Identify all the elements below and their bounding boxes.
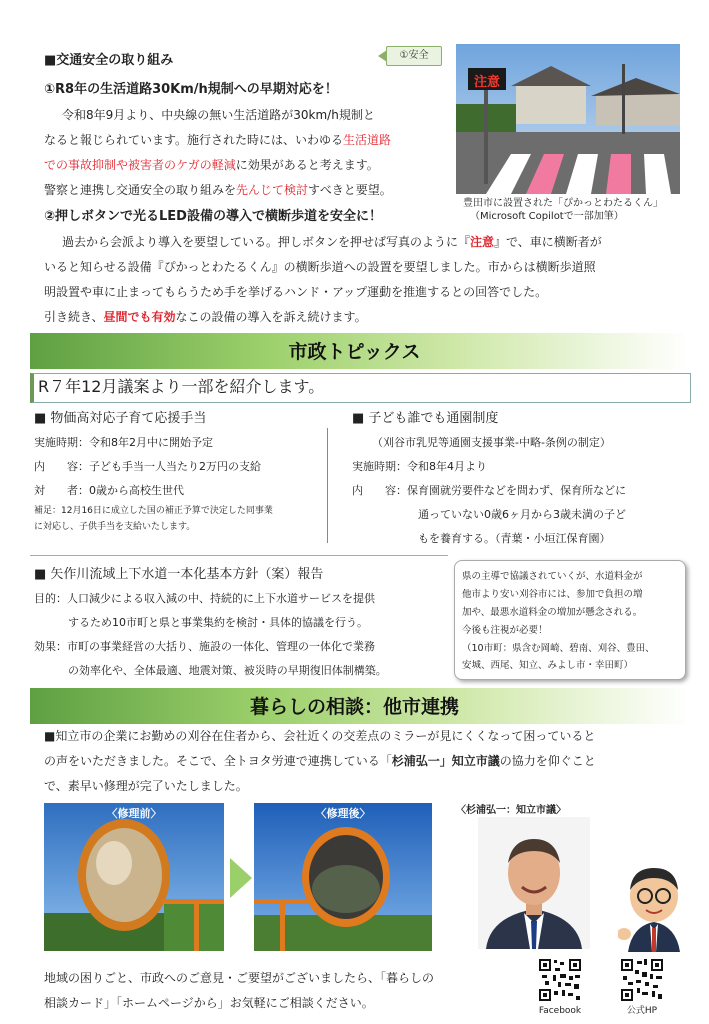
footer-l1: 地域の困りごと、市政へのご意見・ご要望がございましたら、「暮らしの	[44, 971, 435, 985]
daycare-l1: 実施時期：令和8年4月より	[352, 460, 487, 473]
facebook-qr-code[interactable]	[538, 958, 582, 1002]
homepage-label: 公式HP	[626, 1006, 658, 1016]
daycare-title: ■ 子ども誰でも通園制度	[352, 411, 499, 426]
childcare-l1: 実施時期：令和8年2月中に開始予定	[34, 436, 213, 449]
childcare-title: ■ 物価高対応子育て応援手当	[34, 411, 207, 426]
photo-sign-text: 注意	[473, 75, 500, 90]
safety-tag: ①安全	[386, 46, 442, 66]
traffic-sub2: ②押しボタンで光るLED設備の導入で横断歩道を安全に！	[44, 209, 382, 224]
mascot-illustration	[618, 860, 690, 952]
traffic-p2-l1: 過去から会派より導入を要望している。押しボタンを押せば写真のように『注意』で、車に横断者が	[62, 235, 602, 249]
callout-l2: 他市より安い刈谷市には、参加で負担の増	[462, 589, 643, 600]
topics-title: 市政トピックス	[288, 341, 421, 363]
traffic-p1-l1: 令和8年9月より、中央線の無い生活道路が30km/h規制と	[62, 108, 375, 122]
consult-p-l2: の声をいただきました。そこで、全トヨタ労連で連携している「杉浦弘一」知立市議の協力を仰ぐこと	[44, 754, 596, 768]
water-title: ■ 矢作川流域上下水道一本化基本方針（案）報告	[34, 567, 324, 582]
childcare-l2: 内 容：子ども手当一人当たり2万円の支給	[34, 460, 261, 473]
traffic-p2-l2: いると知らせる設備『ぴかっとわたるくん』の横断歩道への設置を要望しました。市からは横断歩道照	[44, 260, 596, 274]
consult-title: 暮らしの相談：他市連携	[249, 696, 459, 718]
daycare-l0: （刈谷市乳児等通園支援事業-中略-条例の制定）	[372, 436, 611, 449]
callout-l1: 県の主導で協議されていくが、水道料金が	[462, 571, 643, 582]
water-l1: 目的：人口減少による収入減の中、持続的に上下水道サービスを提供	[34, 592, 375, 605]
councilor-photo	[478, 817, 590, 949]
mirror-after-photo	[254, 803, 432, 951]
before-label: 〈修理前〉	[106, 807, 162, 820]
water-divider	[30, 555, 448, 556]
water-l4: の効率化や、全体最適、地震対策、被災時の早期復旧体制構築。	[68, 664, 387, 677]
callout-l4: 今後も注視が必要！	[462, 625, 548, 636]
daycare-l3: 通っていない0歳6ヶ月から3歳未満の子ど	[418, 508, 626, 521]
photo-caption-1: 豊田市に設置された「ぴかっとわたるくん」	[463, 198, 663, 209]
traffic-p1-l4: 警察と連携し交通安全の取り組みを先んじて検討すべきと要望。	[44, 183, 392, 197]
consult-p-l3: で、素早い修理が完了いたしました。	[44, 779, 248, 793]
mirror-before-photo	[44, 803, 224, 951]
topics-intro: R７年12月議案より一部を紹介します。	[38, 377, 325, 396]
facebook-label: Facebook	[538, 1006, 582, 1016]
traffic-p1-l3: での事故抑制や被害者のケガの軽減に効果があると考えます。	[44, 158, 379, 172]
consult-p-l1: ■知立市の企業にお勤めの刈谷在住者から、会社近くの交差点のミラーが見にくくなって困っていると	[44, 729, 596, 743]
traffic-p1-l2: なると報じられています。施行された時には、いわゆる生活道路	[44, 133, 392, 147]
callout-l3: 加や、最悪水道料金の増加が懸念される。	[462, 607, 643, 618]
water-l3: 効果：市町の事業経営の大括り、施設の一体化、管理の一体化で業務	[34, 640, 375, 653]
traffic-heading: ■交通安全の取り組み	[44, 53, 174, 68]
traffic-sub1: ①R8年の生活道路30Km/h規制への早期対応を！	[44, 82, 338, 97]
footer-l2: 相談カード」「ホームページから」お気軽にご相談ください。	[44, 996, 374, 1010]
before-after-arrow	[230, 858, 252, 898]
after-label: 〈修理後〉	[315, 807, 371, 820]
childcare-note2: に対応し、子供手当を支給いたします。	[34, 522, 196, 532]
traffic-p2-l4: 引き続き、昼間でも有効なこの設備の導入を訴え続けます。	[44, 310, 367, 324]
homepage-qr-code[interactable]	[620, 958, 664, 1002]
daycare-l4: もを養育する。（青葉・小垣江保育園）	[418, 532, 611, 545]
photo-caption-2: （Microsoft Copilotで一部加筆）	[470, 211, 624, 222]
person-label: 〈杉浦弘一：知立市議〉	[456, 805, 566, 816]
childcare-l3: 対 者：0歳から高校生世代	[34, 484, 184, 497]
crosswalk-photo	[456, 44, 680, 194]
callout-l5: （10市町：県含む岡崎、碧南、刈谷、豊田、	[462, 643, 655, 654]
water-l2: するため10市町と県と事業集約を検討・具体的協議を行う。	[68, 616, 368, 629]
childcare-note1: 補足：12月16日に成立した国の補正予算で決定した同事業	[34, 506, 273, 516]
column-divider	[327, 428, 328, 543]
daycare-l2: 内 容：保育園就労要件などを問わず、保育所などに	[352, 484, 627, 497]
traffic-p2-l3: 明設置や車に止まってもらうため手を挙げるハンド・アップ運動を推進するとの回答でした。	[44, 285, 548, 299]
callout-l6: 安城、西尾、知立、みよし市・幸田町）	[462, 660, 634, 671]
